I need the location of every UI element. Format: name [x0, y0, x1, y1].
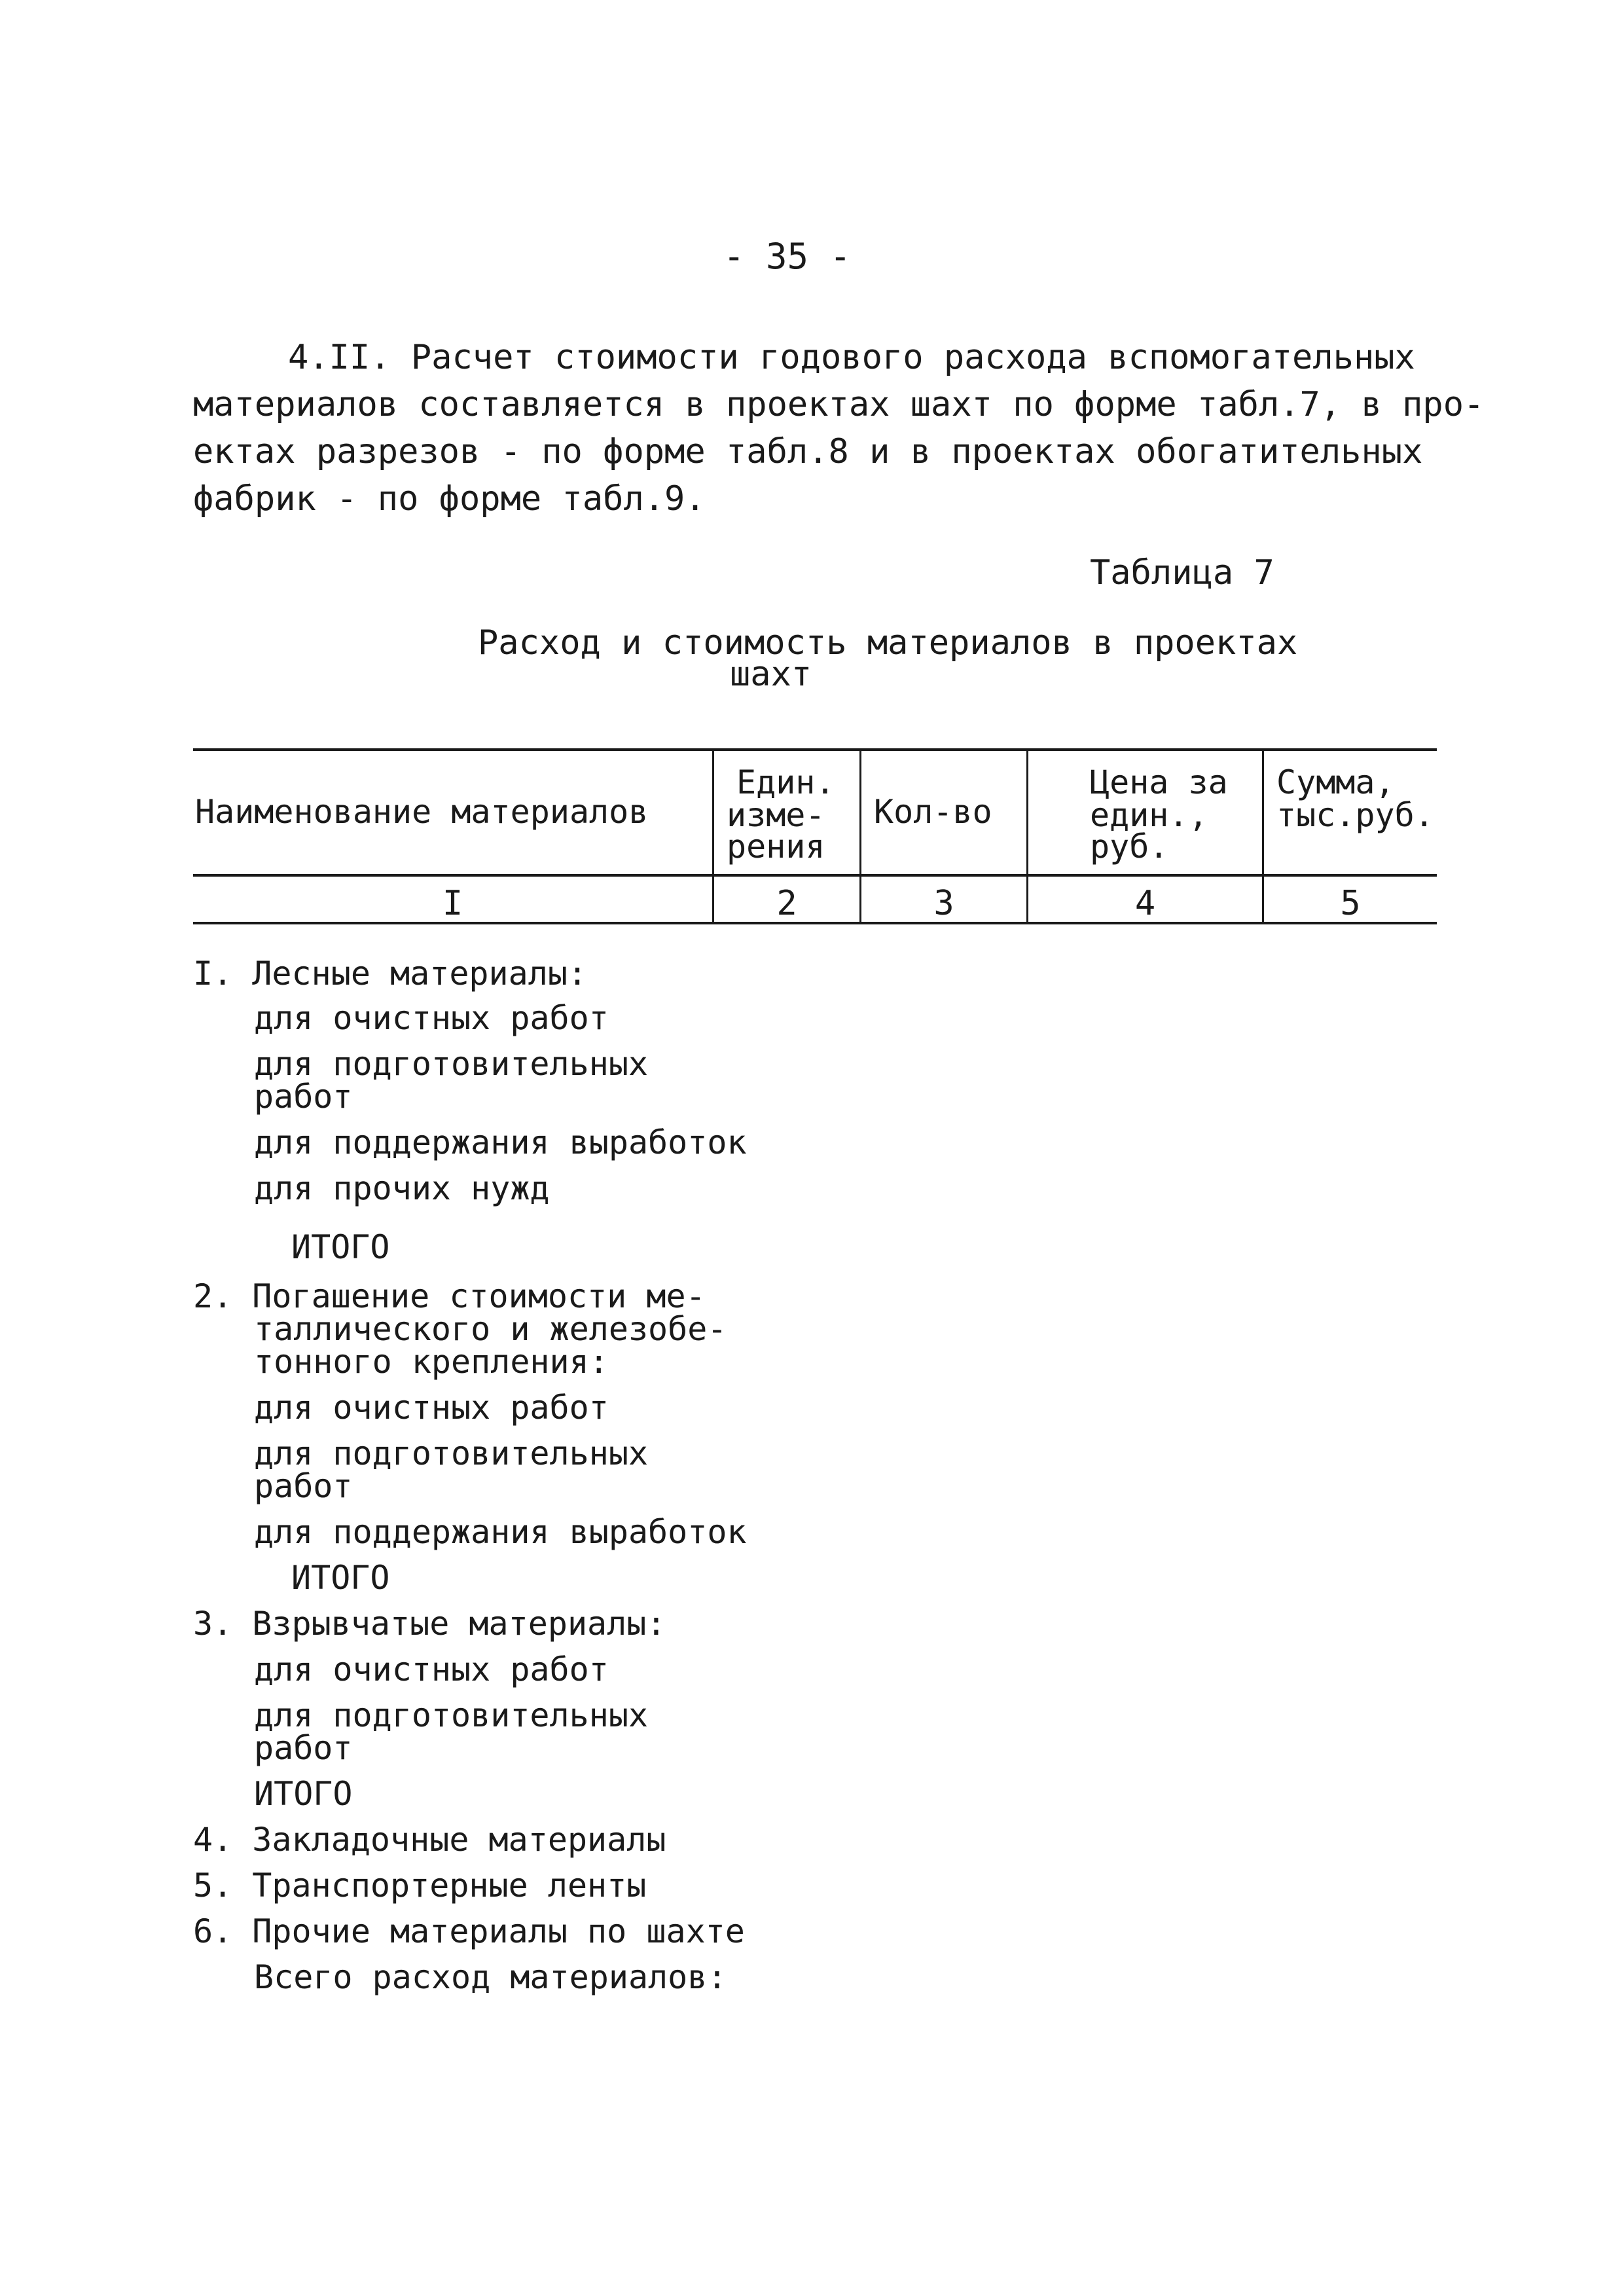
table-row: для подготовительных	[254, 1434, 649, 1472]
column-number: 3	[933, 884, 954, 923]
table-row: для поддержания выработок	[254, 1513, 747, 1551]
header-price-line: Цена за	[1090, 763, 1228, 801]
column-number: I	[442, 884, 463, 923]
header-unit-line: Един.	[736, 763, 835, 801]
table-row-total: ИТОГО	[291, 1559, 390, 1597]
table-row: для очистных работ	[254, 999, 609, 1037]
header-quantity: Кол-во	[874, 793, 992, 831]
paragraph-line: ектах разрезов - по форме табл.8 и в проектах обогатительных	[193, 432, 1423, 471]
table-row: таллического и железобе-	[254, 1310, 727, 1348]
column-number: 2	[776, 884, 797, 923]
table-row: 2. Погашение стоимости ме-	[193, 1277, 706, 1315]
table-row: для поддержания выработок	[254, 1123, 747, 1161]
header-sum-line: тыс.руб.	[1276, 796, 1434, 834]
header-unit-line: рения	[727, 828, 825, 866]
column-number: 4	[1134, 884, 1156, 923]
header-unit-line: изме-	[727, 796, 825, 834]
table-row: для прочих нужд	[254, 1169, 550, 1207]
header-sum-line: Сумма,	[1276, 763, 1395, 801]
table-row: 6. Прочие материалы по шахте	[193, 1912, 745, 1950]
table-row: работ	[254, 1078, 353, 1116]
table-row: 5. Транспортерные ленты	[193, 1867, 647, 1904]
table-mid-rule	[193, 874, 1437, 877]
table-row: I. Лесные материалы:	[193, 955, 588, 993]
paragraph-line: 4.II. Расчет стоимости годового расхода вспомогательных	[288, 338, 1415, 377]
table-row-grand-total: Всего расход материалов:	[254, 1958, 727, 1996]
table-row: для очистных работ	[254, 1389, 609, 1427]
column-number: 5	[1340, 884, 1361, 923]
table-row: работ	[254, 1467, 353, 1505]
header-price-line: един.,	[1090, 796, 1208, 834]
table-row: работ	[254, 1729, 353, 1767]
header-price-line: руб.	[1090, 828, 1169, 866]
table-label: Таблица 7	[1090, 553, 1274, 592]
table-row: 4. Закладочные материалы	[193, 1821, 666, 1859]
table-row: для подготовительных	[254, 1696, 649, 1734]
table-row: для очистных работ	[254, 1650, 609, 1688]
table-row: тонного крепления:	[254, 1343, 609, 1381]
page-number: - 35 -	[723, 236, 852, 277]
table-caption-line: шахт	[730, 655, 812, 694]
table-caption-line: Расход и стоимость материалов в проектах	[478, 623, 1298, 663]
table-top-rule	[193, 748, 1437, 751]
header-materials: Наименование материалов	[195, 793, 649, 831]
paragraph-line: фабрик - по форме табл.9.	[193, 479, 706, 519]
table-row-total: ИТОГО	[254, 1775, 353, 1813]
paragraph-line: материалов составляется в проектах шахт по форме табл.7, в про-	[193, 385, 1485, 424]
table-row: для подготовительных	[254, 1045, 649, 1083]
table-row: 3. Взрывчатые материалы:	[193, 1605, 666, 1643]
table-row-total: ИТОГО	[291, 1228, 390, 1266]
